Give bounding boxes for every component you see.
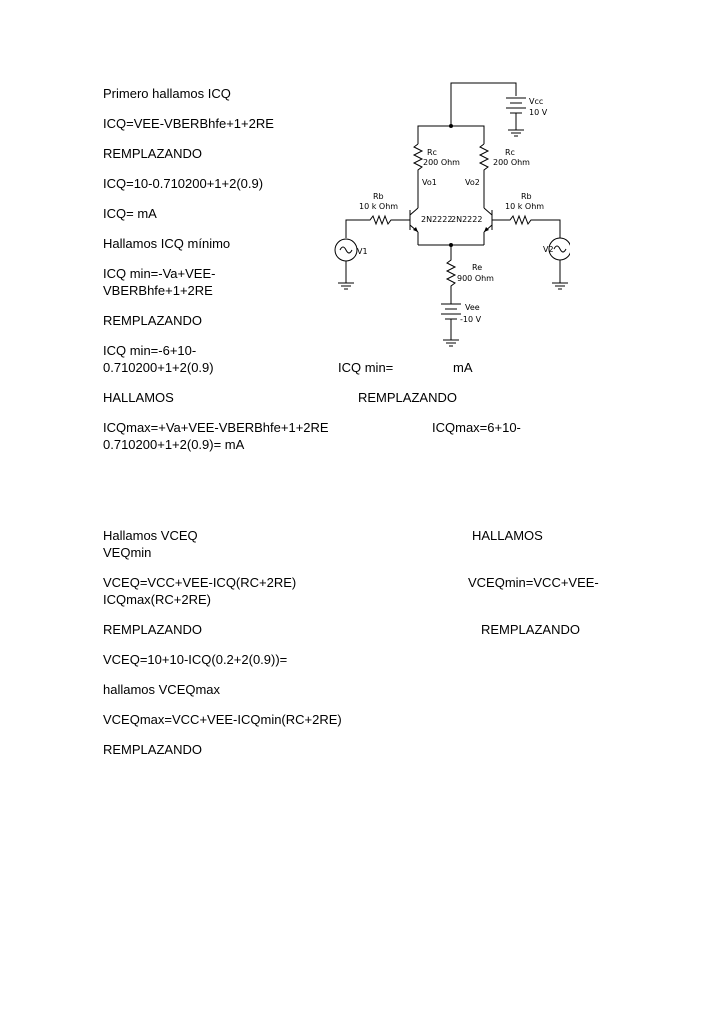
rb2-value-label: 10 k Ohm <box>505 202 545 211</box>
vee-supply <box>441 300 482 346</box>
formula-icq-max: ICQmax=+Va+VEE-VBERBhfe+1+2RE <box>103 420 329 435</box>
formula-icq: ICQ=VEE-VBERBhfe+1+2RE <box>103 116 274 131</box>
rc2-name-label: Rc <box>505 148 515 157</box>
heading-hallamos-icq-minimo: Hallamos ICQ mínimo <box>103 236 231 251</box>
vee-value-label: -10 V <box>460 315 482 324</box>
v2-source <box>543 238 570 289</box>
rb1-resistor <box>346 192 410 238</box>
v1-label: V1 <box>357 247 368 256</box>
rb2-resistor <box>492 192 560 238</box>
label-remplazando-right: REMPLAZANDO <box>358 390 457 405</box>
formula-vceq-substituted: VCEQ=10+10-ICQ(0.2+2(0.9))= <box>103 652 288 667</box>
label-remplazando: REMPLAZANDO <box>103 146 202 161</box>
formula-icq-min-line2: VBERBhfe+1+2RE <box>103 283 213 298</box>
rb1-value-label: 10 k Ohm <box>359 202 399 211</box>
formula-vceq-min-line1: VCEQmin=VCC+VEE- <box>468 575 599 590</box>
heading-veqmin: VEQmin <box>103 545 152 560</box>
q2-transistor <box>484 208 492 245</box>
formula-icq-min-subst-line1: ICQ min=-6+10- <box>103 343 197 358</box>
heading-hallamos-right: HALLAMOS <box>472 528 543 543</box>
v2-label: V2 <box>543 245 554 254</box>
result-icq-min-unit: mA <box>453 360 473 375</box>
vcc-name-label: Vcc <box>529 97 544 106</box>
label-remplazando: REMPLAZANDO <box>103 622 202 637</box>
vee-name-label: Vee <box>465 303 480 312</box>
vo2-label: Vo2 <box>465 178 480 187</box>
formula-icq-substituted: ICQ=10-0.710200+1+2(0.9) <box>103 176 264 191</box>
heading-hallamos-vceq: Hallamos VCEQ <box>103 528 198 543</box>
heading-primero-hallamos-icq: Primero hallamos ICQ <box>103 86 231 101</box>
label-remplazando: REMPLAZANDO <box>103 313 202 328</box>
formula-icq-max-subst-line1: ICQmax=6+10- <box>432 420 521 435</box>
top-rail-wire <box>418 126 484 144</box>
vcc-supply <box>451 83 548 136</box>
re-value-label: 900 Ohm <box>457 274 494 283</box>
v1-source <box>335 239 368 289</box>
rc2-value-label: 200 Ohm <box>493 158 530 167</box>
rc1-value-label: 200 Ohm <box>423 158 460 167</box>
vcc-value-label: 10 V <box>529 108 548 117</box>
formula-vceq-min-line2: ICQmax(RC+2RE) <box>103 592 211 607</box>
rb2-name-label: Rb <box>521 192 532 201</box>
result-icq: ICQ= mA <box>103 206 157 221</box>
q1-transistor <box>410 208 418 245</box>
formula-vceq-max: VCEQmax=VCC+VEE-ICQmin(RC+2RE) <box>103 712 342 727</box>
re-name-label: Re <box>472 263 483 272</box>
re-resistor <box>447 245 494 300</box>
formula-icq-min-subst-line2: 0.710200+1+2(0.9) <box>103 360 214 375</box>
formula-vceq: VCEQ=VCC+VEE-ICQ(RC+2RE) <box>103 575 297 590</box>
differential-amplifier-schematic <box>330 78 570 358</box>
formula-icq-max-subst-line2: 0.710200+1+2(0.9)= mA <box>103 437 245 452</box>
rc1-name-label: Rc <box>427 148 437 157</box>
result-icq-min: ICQ min= <box>338 360 394 375</box>
label-remplazando: REMPLAZANDO <box>103 742 202 757</box>
heading-hallamos-vceqmax: hallamos VCEQmax <box>103 682 221 697</box>
junction-dot <box>449 124 453 128</box>
rb1-name-label: Rb <box>373 192 384 201</box>
q2-label: 2N2222 <box>451 215 483 224</box>
formula-icq-min-line1: ICQ min=-Va+VEE- <box>103 266 216 281</box>
label-remplazando-right: REMPLAZANDO <box>481 622 580 637</box>
label-hallamos: HALLAMOS <box>103 390 174 405</box>
vo1-label: Vo1 <box>422 178 437 187</box>
rc1-resistor <box>414 144 460 208</box>
q1-label: 2N2222 <box>421 215 453 224</box>
